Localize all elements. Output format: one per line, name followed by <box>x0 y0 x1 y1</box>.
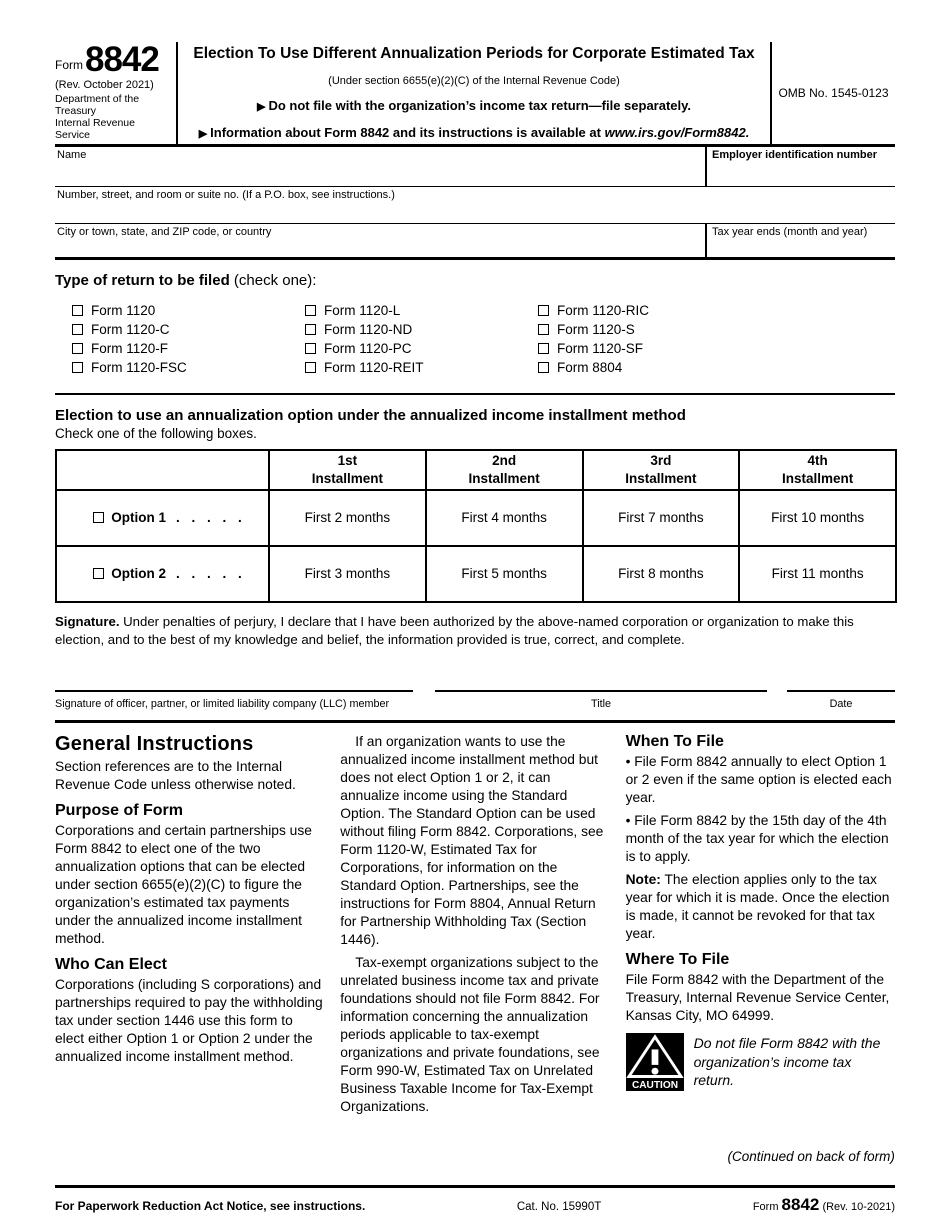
return-type-heading-rest: (check one): <box>229 271 317 289</box>
header-2nd-line2: Installment <box>468 470 540 486</box>
label-form-1120-sf: Form 1120-SF <box>557 340 644 356</box>
when-to-file-bullet-1: • File Form 8842 annually to elect Option 1 or 2 even if the same option is elected each year. <box>625 754 892 806</box>
signature-line-label: Signature of officer, partner, or limited liability company (LLC) member <box>55 698 390 711</box>
right-arrow-icon: ▶ <box>256 101 266 114</box>
return-type-grid <box>72 301 895 377</box>
caution-label: CAUTION <box>631 1080 678 1092</box>
label-form-1120-ric: Form 1120-RIC <box>557 302 650 318</box>
form-number-line <box>55 40 170 79</box>
date-line[interactable] <box>787 690 895 712</box>
return-option-form-1120-reit[interactable] <box>305 358 538 377</box>
omb-number: OMB No. 1545-0123 <box>778 85 889 100</box>
header-4th-installment <box>739 450 896 490</box>
option-1-installment-4: First 10 months <box>739 490 896 546</box>
checkbox-form-1120-nd[interactable] <box>305 324 316 335</box>
paperwork-reduction-notice: For Paperwork Reduction Act Notice, see instructions. <box>55 1199 366 1213</box>
ein-label: Employer identification number <box>712 148 878 161</box>
who-can-elect-paragraph: Corporations (including S corporations) and partnerships required to pay the withholding tax under section 1446 use this form to elect either Option 1 or Option 2 under the annualized income installment method. <box>55 977 323 1065</box>
do-not-file-text: Do not file with the organization’s income tax return—file separately. <box>268 98 692 114</box>
street-label: Number, street, and room or suite no. (If a P.O. box, see instructions.) <box>57 188 395 201</box>
option-1-installment-2: First 4 months <box>426 490 583 546</box>
signature-line[interactable] <box>55 690 413 712</box>
return-option-form-1120[interactable] <box>72 301 305 320</box>
city-row <box>55 224 895 260</box>
where-to-file-paragraph: File Form 8842 with the Department of the Treasury, Internal Revenue Service Center, Kansas City, MO 64999. <box>625 972 890 1024</box>
standard-option-paragraph: If an organization wants to use the annualized income installment method but does not elect Option 1 or 2, it can annualize income using the Standard Option. The Standard Option can be used without filing Form 8842. Corporations, see Form 1120-W, Estimated Tax for Corporations, for information on the Standard Option. Partnerships, see the instructions for Form 8804, Annual Return for Partnership Withholding Tax (Section 1446). <box>340 734 604 948</box>
footer-form-id <box>753 1195 895 1215</box>
checkbox-form-1120[interactable] <box>72 305 83 316</box>
election-subheading: Check one of the following boxes. <box>55 425 257 441</box>
do-not-file-notice <box>186 98 762 113</box>
caution-block <box>626 1033 895 1091</box>
label-form-1120-c: Form 1120-C <box>91 321 170 337</box>
option-2-dots: . . . . . <box>175 566 246 582</box>
purpose-of-form-paragraph: Corporations and certain partnerships use Form 8842 to elect one of the two annualization options that can be elected under section 6655(e)(2)(C) to figure the organization’s estimated tax payments under the annualized income installment method. <box>55 823 312 947</box>
ein-field[interactable] <box>705 147 895 186</box>
instructions-col-2 <box>340 733 609 1185</box>
return-type-heading-bold: Type of return to be filed <box>55 271 230 289</box>
signature-lines <box>55 690 895 712</box>
form-title-block <box>178 42 772 144</box>
agency-line-2: Internal Revenue Service <box>55 116 135 141</box>
tax-year-field[interactable] <box>705 224 895 257</box>
option-1-cell[interactable] <box>56 490 269 546</box>
form-word: Form <box>55 57 83 72</box>
checkbox-form-1120-s[interactable] <box>538 324 549 335</box>
return-type-section <box>55 272 895 395</box>
return-option-form-8804[interactable] <box>538 358 771 377</box>
agency-name <box>55 93 170 141</box>
catalog-number: Cat. No. 15990T <box>516 1201 602 1213</box>
label-form-1120-pc: Form 1120-PC <box>324 340 412 356</box>
table-header-row <box>56 450 896 490</box>
label-form-1120-l: Form 1120-L <box>324 302 401 318</box>
instructions-col-1 <box>55 733 324 1185</box>
when-to-file-bullet-2: • File Form 8842 by the 15th day of the 4th month of the tax year for which the election is to apply. <box>625 813 889 865</box>
header-2nd-line1: 2nd <box>492 453 517 469</box>
signature-lead: Signature. <box>55 613 120 629</box>
purpose-of-form-heading: Purpose of Form <box>55 802 184 820</box>
header-4th-line1: 4th <box>807 453 828 469</box>
return-type-col-2 <box>305 301 538 377</box>
empty-header-cell <box>56 450 269 490</box>
footer-form-number: 8842 <box>781 1195 820 1214</box>
info-notice <box>186 125 762 140</box>
instructions-col-3 <box>626 733 895 1185</box>
header-1st-line2: Installment <box>311 470 383 486</box>
continued-note: (Continued on back of form) <box>727 1149 895 1165</box>
revision-date: (Rev. October 2021) <box>55 78 154 91</box>
caution-icon <box>626 1033 684 1091</box>
label-form-1120-reit: Form 1120-REIT <box>324 359 424 375</box>
return-option-form-1120-fsc[interactable] <box>72 358 305 377</box>
agency-line-1: Department of the Treasury <box>55 92 140 117</box>
section-references-paragraph: Section references are to the Internal Revenue Code unless otherwise noted. <box>55 759 296 793</box>
note-text: The election applies only to the tax year for which it is made. Once the election is made, it cannot be revoked for that tax year. <box>625 872 890 942</box>
header-3rd-line2: Installment <box>625 470 697 486</box>
general-instructions-heading: General Instructions <box>55 733 254 756</box>
checkbox-form-8804[interactable] <box>538 362 549 373</box>
section-divider <box>55 393 895 395</box>
return-type-heading <box>55 272 895 289</box>
general-instructions <box>55 733 895 1185</box>
option-2-checkbox[interactable] <box>93 568 104 579</box>
return-option-form-1120-sf[interactable] <box>538 339 771 358</box>
option-2-installment-2: First 5 months <box>426 546 583 602</box>
option-2-installment-1: First 3 months <box>269 546 426 602</box>
checkbox-form-1120-pc[interactable] <box>305 343 316 354</box>
header-4th-line2: Installment <box>781 470 854 486</box>
note-lead: Note: <box>625 872 661 888</box>
header-2nd-installment <box>426 450 583 490</box>
option-1-checkbox[interactable] <box>93 512 104 523</box>
option-2-installment-4: First 11 months <box>739 546 896 602</box>
option-1-row <box>56 490 896 546</box>
option-2-row <box>56 546 896 602</box>
checkbox-form-1120-reit[interactable] <box>305 362 316 373</box>
checkbox-form-1120-f[interactable] <box>72 343 83 354</box>
city-field[interactable] <box>55 224 705 257</box>
caution-text: Do not file Form 8842 with the organization’s income tax return. <box>693 1035 881 1088</box>
form-number-block <box>55 42 178 144</box>
election-heading: Election to use an annualization option under the annualized income installment method <box>55 406 686 424</box>
title-line-label: Title <box>591 698 611 711</box>
when-to-file-heading: When To File <box>625 733 724 751</box>
option-1-label: Option 1 <box>111 510 166 526</box>
election-section <box>55 407 895 603</box>
option-1-dots: . . . . . <box>175 510 246 526</box>
label-form-1120: Form 1120 <box>91 302 156 318</box>
option-1-installment-3: First 7 months <box>583 490 740 546</box>
option-2-installment-3: First 8 months <box>583 546 740 602</box>
form-subtitle: (Under section 6655(e)(2)(C) of the Internal Revenue Code) <box>328 74 620 87</box>
return-option-form-1120-nd[interactable] <box>305 320 538 339</box>
return-option-form-1120-s[interactable] <box>538 320 771 339</box>
form-footer <box>55 1185 895 1215</box>
header-1st-line1: 1st <box>337 453 358 469</box>
label-form-1120-s: Form 1120-S <box>557 321 635 337</box>
return-type-col-3 <box>538 301 771 377</box>
option-1-installment-1: First 2 months <box>269 490 426 546</box>
header-3rd-line1: 3rd <box>650 453 672 469</box>
name-label: Name <box>57 148 87 161</box>
footer-revision: (Rev. 10-2021) <box>822 1201 895 1213</box>
checkbox-form-1120-sf[interactable] <box>538 343 549 354</box>
title-line[interactable] <box>435 690 767 712</box>
header-1st-installment <box>269 450 426 490</box>
return-option-form-1120-ric[interactable] <box>538 301 771 320</box>
tax-exempt-paragraph: Tax-exempt organizations subject to the unrelated business income tax and private foundations should not file Form 8842. For information concerning the annualization periods applicable to tax-exempt organizations and private foundations, see Form 990-W, Estimated Tax on Unrelated Business Taxable Income for Tax-Exempt Organizations. <box>340 955 600 1115</box>
city-label: City or town, state, and ZIP code, or country <box>57 225 272 238</box>
label-form-1120-nd: Form 1120-ND <box>324 321 413 337</box>
note-paragraph <box>626 871 895 943</box>
header-3rd-installment <box>583 450 740 490</box>
checkbox-form-1120-fsc[interactable] <box>72 362 83 373</box>
signature-section <box>55 613 895 724</box>
street-row <box>55 187 895 224</box>
option-2-cell[interactable] <box>56 546 269 602</box>
right-arrow-icon: ▶ <box>198 127 208 140</box>
return-type-col-1 <box>72 301 305 377</box>
return-option-form-1120-c[interactable] <box>72 320 305 339</box>
label-form-8804: Form 8804 <box>557 359 623 375</box>
label-form-1120-fsc: Form 1120-FSC <box>91 359 187 375</box>
date-line-label: Date <box>829 698 853 711</box>
footer-form-word: Form <box>752 1201 779 1213</box>
name-row <box>55 147 895 187</box>
perjury-statement <box>55 613 895 649</box>
form-title: Election To Use Different Annualization Periods for Corporate Estimated Tax <box>193 45 755 62</box>
return-option-form-1120-pc[interactable] <box>305 339 538 358</box>
where-to-file-heading: Where To File <box>625 951 730 969</box>
checkbox-form-1120-l[interactable] <box>305 305 316 316</box>
label-form-1120-f: Form 1120-F <box>91 340 169 356</box>
who-can-elect-heading: Who Can Elect <box>55 956 168 974</box>
form-number: 8842 <box>85 40 159 79</box>
return-option-form-1120-f[interactable] <box>72 339 305 358</box>
option-2-label: Option 2 <box>111 566 166 582</box>
street-field[interactable] <box>55 187 895 223</box>
annualization-options-table <box>55 449 897 603</box>
info-notice-text: Information about Form 8842 and its instructions is available at <box>210 124 605 140</box>
return-option-form-1120-l[interactable] <box>305 301 538 320</box>
name-field[interactable] <box>55 147 705 186</box>
perjury-text: Under penalties of perjury, I declare that I have been authorized by the above-named corporation or organization to make this election, and to the best of my knowledge and belief, the information provided is true, correct, and complete. <box>55 613 854 647</box>
checkbox-form-1120-c[interactable] <box>72 324 83 335</box>
form-header <box>55 42 895 147</box>
irs-gov-link[interactable]: www.irs.gov/Form8842. <box>604 124 750 140</box>
checkbox-form-1120-ric[interactable] <box>538 305 549 316</box>
tax-year-label: Tax year ends (month and year) <box>712 225 868 238</box>
